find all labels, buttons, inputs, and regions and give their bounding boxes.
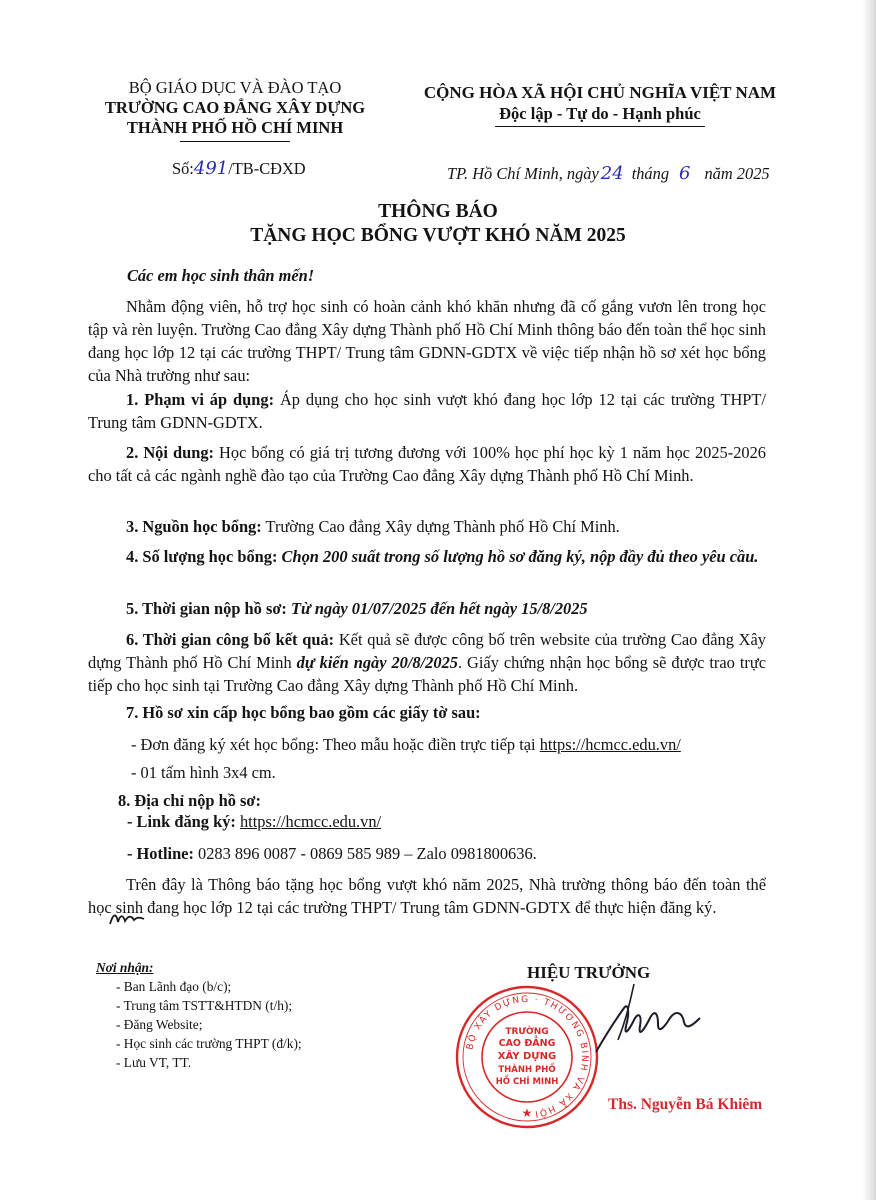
handwritten-signature <box>588 982 708 1066</box>
signature-title: HIỆU TRƯỞNG <box>527 963 651 982</box>
stamp-line5: HỒ CHÍ MINH <box>495 1077 559 1087</box>
svg-text:BỘ XÂY DỰNG · THƯƠNG BINH VÀ X: BỘ XÂY DỰNG · THƯƠNG BINH VÀ XÃ HỘI <box>465 994 590 1119</box>
doc-number-suffix: /TB-CĐXD <box>228 159 306 178</box>
document-title <box>80 200 796 248</box>
motto-underline <box>495 126 705 127</box>
official-stamp <box>453 983 601 1131</box>
recipients-title: Nơi nhận: <box>96 960 154 975</box>
document-number <box>172 158 306 179</box>
hotline-row <box>127 842 537 865</box>
stamp-line1: TRƯỜNG <box>505 1027 549 1037</box>
stamp-line2: CAO ĐẲNG <box>498 1038 556 1049</box>
stamp-line3: XÂY DỰNG <box>497 1051 557 1062</box>
item-scope-label: 1. Phạm vi áp dụng: <box>126 390 275 409</box>
greeting: Các em học sinh thân mến! <box>127 266 315 285</box>
hotline-numbers: 0283 896 0087 - 0869 585 989 – Zalo 0981800636. <box>193 844 537 863</box>
school-name-line2: THÀNH PHỐ HỒ CHÍ MINH <box>126 118 344 137</box>
national-motto: Độc lập - Tự do - Hạnh phúc <box>499 104 701 123</box>
stamp-line4: THÀNH PHỐ <box>498 1065 556 1075</box>
recipient-item: - Đăng Website; <box>116 1017 203 1032</box>
item-results-text-c: . Giấy chứng nhận học bổng sẽ được trao trực tiếp cho học sinh tại Trường Cao đẳng Xây dựng Thành phố Hồ Chí Minh. <box>88 653 766 695</box>
item-content-text: Học bổng có giá trị tương đương với 100% học phí học kỳ 1 năm học 2025-2026 cho tất cả các ngành nghề đào tạo của Trường Cao đẳng Xây dựng Thành phố Hồ Chí Minh. <box>88 443 766 485</box>
scan-edge-shadow <box>862 0 876 1200</box>
form-text: - Đơn đăng ký xét học bổng: Theo mẫu hoặc điền trực tiếp tại <box>131 735 540 754</box>
issuer-underline <box>180 141 290 142</box>
doc-number-prefix: Số: <box>172 159 194 178</box>
item-results-label: 6. Thời gian công bố kết quả: <box>126 630 335 649</box>
hotline-label: - Hotline: <box>127 844 194 863</box>
recipient-item: - Học sinh các trường THPT (đ/k); <box>116 1036 302 1051</box>
stamp-star-icon: ★ <box>521 1106 533 1120</box>
school-name-line1: TRƯỜNG CAO ĐẲNG XÂY DỰNG <box>104 98 366 117</box>
item-source <box>126 515 766 538</box>
item-address-heading: 8. Địa chỉ nộp hồ sơ: <box>118 791 261 810</box>
registration-link-label: - Link đăng ký: <box>127 812 236 831</box>
item-results-date: dự kiến ngày 20/8/2025 <box>296 653 458 672</box>
item-quantity <box>88 545 766 568</box>
item-results-text-a: Kết quả sẽ được công bố trên website của trường Cao đẳng Xây dựng Thành phố Hồ Chí Minh <box>88 630 766 672</box>
date-month-handwritten: 6 <box>679 163 691 184</box>
form-website-link[interactable]: https://hcmcc.edu.vn/ <box>539 735 681 754</box>
closing-paragraph: Trên đây là Thông báo tặng học bổng vượt khó năm 2025, Nhà trường thông báo đến toàn thể học sinh đang học lớp 12 tại các trường THPT/ Trung tâm GDNN-GDTX để thực hiện đăng ký. <box>88 875 766 917</box>
item-documents-form <box>131 733 681 756</box>
initials-mark <box>107 906 147 930</box>
recipients-block <box>96 958 302 1072</box>
signatory-name: Ths. Nguyễn Bá Khiêm <box>608 1096 763 1113</box>
date-month-label: tháng <box>631 164 670 183</box>
item-quantity-label: 4. Số lượng học bổng: <box>126 547 278 566</box>
title-line1: THÔNG BÁO <box>378 201 498 222</box>
item-quantity-text: Chọn 200 suất trong số lượng hồ sơ đăng ký, nộp đầy đủ theo yêu cầu. <box>277 547 759 566</box>
item-scope-text: Áp dụng cho học sinh vượt khó đang học lớp 12 tại các trường THPT/ Trung tâm GDNN-GDTX. <box>88 390 766 432</box>
registration-link-row <box>127 810 381 833</box>
item-documents-photo: - 01 tấm hình 3x4 cm. <box>131 763 276 782</box>
title-line2: TẶNG HỌC BỔNG VƯỢT KHÓ NĂM 2025 <box>250 225 626 246</box>
item-results <box>88 628 766 697</box>
intro-paragraph: Nhằm động viên, hỗ trợ học sinh có hoàn cảnh khó khăn nhưng đã cố gắng vươn lên trong học tập và rèn luyện. Trường Cao đẳng Xây dựng Thành phố Hồ Chí Minh thông báo đến toàn thể học sinh đang học lớp 12 tại các trường THPT/ Trung tâm GDNN-GDTX về việc tiếp nhận hồ sơ xét học bổng của Nhà trường như sau: <box>88 297 766 385</box>
item-content-label: 2. Nội dung: <box>126 443 214 462</box>
item-scope <box>88 388 766 434</box>
item-deadline <box>126 597 766 620</box>
issuer-block <box>90 78 380 142</box>
date-prefix: TP. Hồ Chí Minh, ngày <box>447 164 599 183</box>
recipient-item: - Ban Lãnh đạo (b/c); <box>116 979 232 994</box>
item-deadline-label: 5. Thời gian nộp hồ sơ: <box>126 599 287 618</box>
item-documents-label: 7. Hồ sơ xin cấp học bổng bao gồm các giấy tờ sau: <box>126 703 481 722</box>
item-deadline-text: Từ ngày 01/07/2025 đến hết ngày 15/8/2025 <box>286 599 588 618</box>
item-source-label: 3. Nguồn học bổng: <box>126 517 262 536</box>
item-content <box>88 441 766 487</box>
ministry-name: BỘ GIÁO DỤC VÀ ĐÀO TẠO <box>128 78 342 97</box>
date-year: năm 2025 <box>704 164 770 183</box>
doc-number-handwritten: 491 <box>193 158 229 179</box>
document-date <box>447 163 770 184</box>
national-heading <box>400 82 800 127</box>
registration-link[interactable]: https://hcmcc.edu.vn/ <box>239 812 382 831</box>
item-address-label <box>118 789 261 812</box>
recipient-item: - Trung tâm TSTT&HTDN (t/h); <box>116 998 293 1013</box>
recipients-list <box>96 977 302 1072</box>
date-day-handwritten: 24 <box>600 163 624 184</box>
recipient-item: - Lưu VT, TT. <box>116 1055 192 1070</box>
item-source-text: Trường Cao đẳng Xây dựng Thành phố Hồ Chí Minh. <box>261 517 620 536</box>
republic-name: CỘNG HÒA XÃ HỘI CHỦ NGHĨA VIỆT NAM <box>423 83 777 102</box>
